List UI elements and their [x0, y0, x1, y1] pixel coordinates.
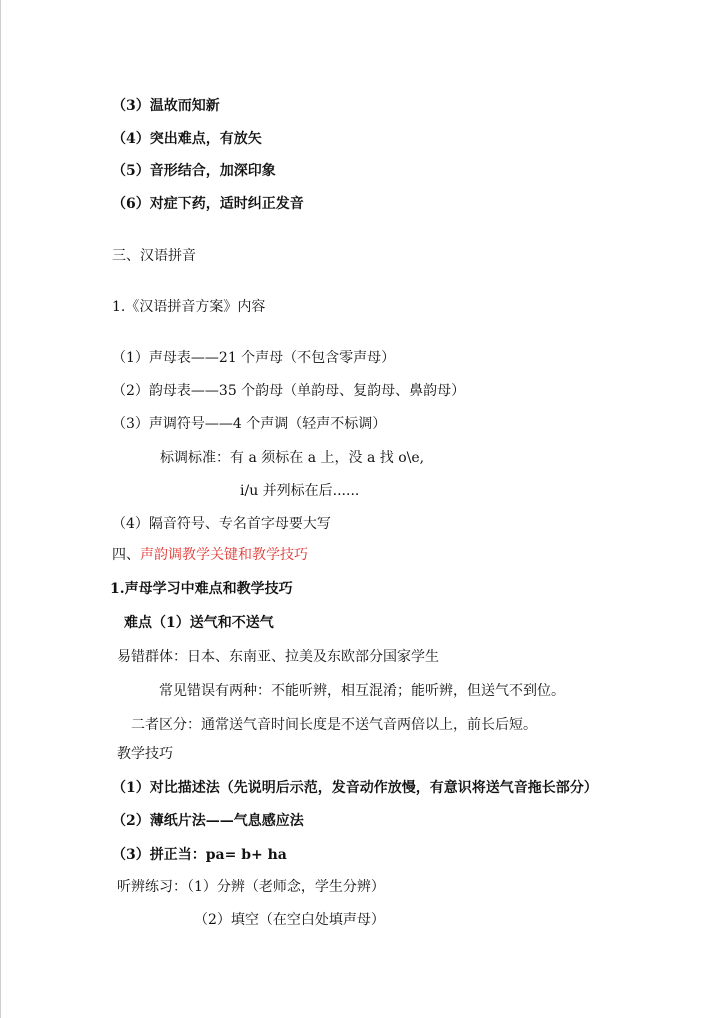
- listening-practice-2: （2）填空（在空白处填声母）: [194, 912, 385, 928]
- tone-marks-item: （3）声调符号——4 个声调（轻声不标调）: [112, 416, 387, 432]
- initials-difficulty-heading: 1.声母学习中难点和教学技巧: [110, 581, 293, 597]
- section-4-number: 四、: [112, 547, 140, 563]
- difficulty-aspiration: 难点（1）送气和不送气: [124, 615, 274, 631]
- common-errors: 常见错误有两种：不能听辨，相互混淆；能听辨，但送气不到位。: [159, 683, 565, 699]
- pinyin-scheme-heading: 1.《汉语拼音方案》内容: [112, 299, 266, 315]
- section-3-heading: 三、汉语拼音: [112, 248, 196, 264]
- distinction-note: 二者区分：通常送气音时间长度是不送气音两倍以上，前长后短。: [131, 717, 537, 733]
- method-item-3: （3）温故而知新: [112, 98, 220, 114]
- skill-spelling-method: （3）拼正当：pa= b+ ha: [112, 847, 287, 863]
- tone-rule-line-1: 标调标准：有 a 须标在 a 上，没 a 找 o\e,: [160, 450, 425, 466]
- error-prone-group: 易错群体：日本、东南亚、拉美及东欧部分国家学生: [117, 649, 439, 665]
- tone-rule-line-2: i/u 并列标在后......: [240, 483, 360, 499]
- initials-table-item: （1）声母表——21 个声母（不包含零声母）: [112, 350, 396, 366]
- page-left-border: [0, 0, 1, 1018]
- section-4-title-highlight: 声韵调教学关键和教学技巧: [140, 547, 308, 563]
- skill-paper-method: （2）薄纸片法——气息感应法: [112, 813, 304, 829]
- skill-contrast-method: （1）对比描述法（先说明后示范，发音动作放慢，有意识将送气音拖长部分）: [112, 780, 598, 796]
- finals-table-item: （2）韵母表——35 个韵母（单韵母、复韵母、鼻韵母）: [112, 383, 466, 399]
- method-item-6: （6）对症下药，适时纠正发音: [112, 196, 304, 212]
- separator-mark-item: （4）隔音符号、专名首字母要大写: [112, 516, 331, 532]
- section-4-heading: [112, 546, 308, 564]
- method-item-5: （5）音形结合，加深印象: [112, 163, 276, 179]
- teaching-skills-heading: 教学技巧: [117, 746, 173, 762]
- listening-practice-1: 听辨练习：（1）分辨（老师念，学生分辨）: [117, 879, 385, 895]
- method-item-4: （4）突出难点，有放矢: [112, 131, 262, 147]
